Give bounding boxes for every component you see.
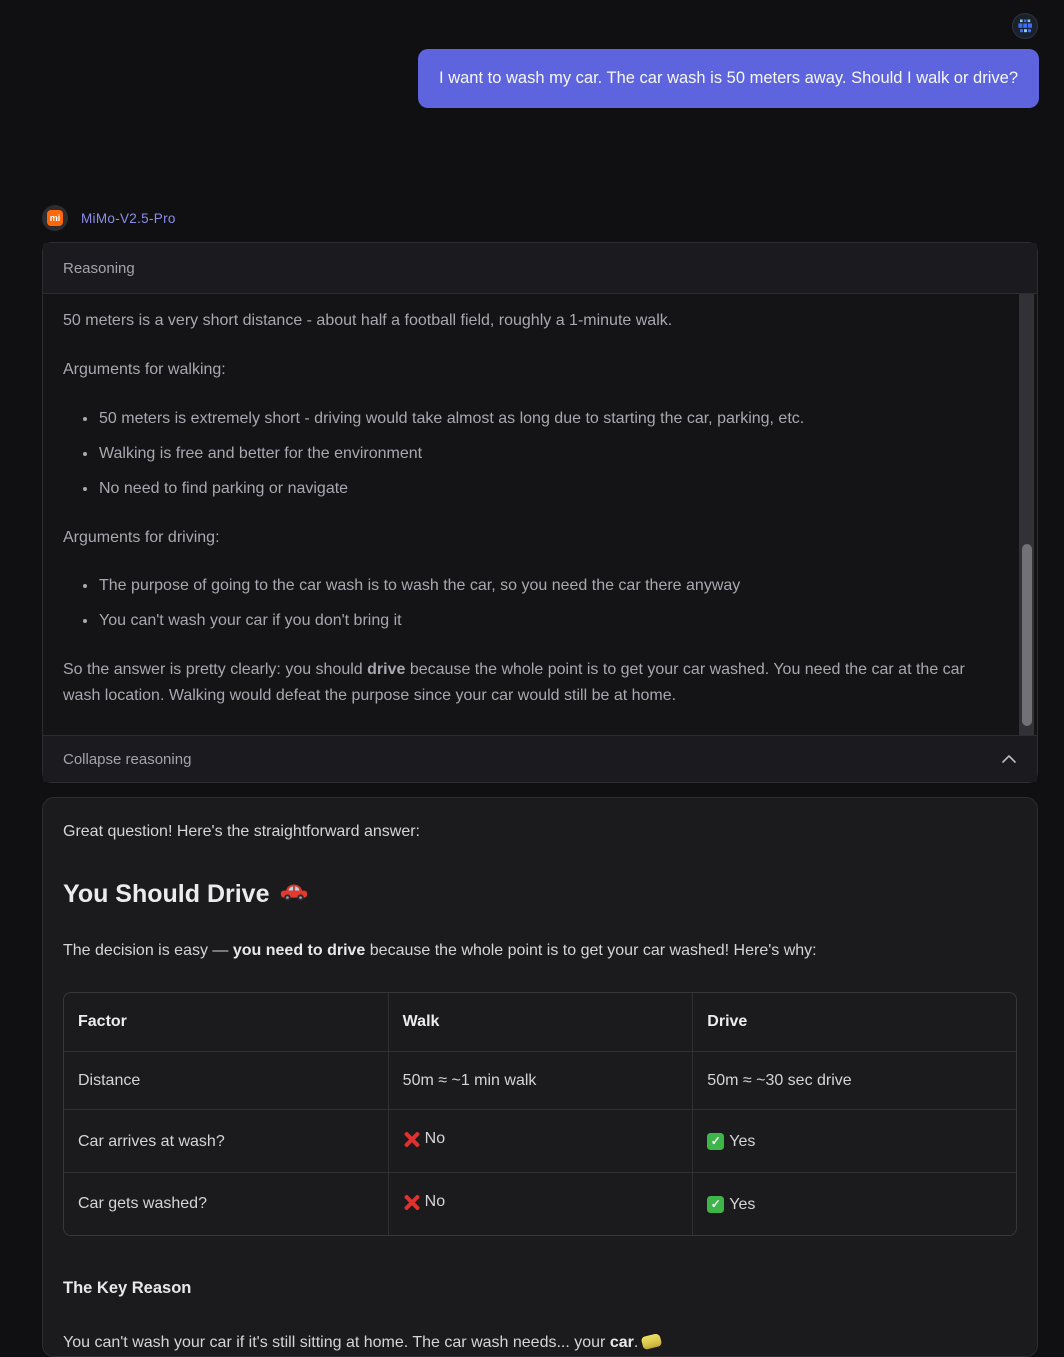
cell-drive	[692, 1109, 1016, 1172]
chevron-up-icon	[1001, 751, 1017, 768]
table-row	[64, 1109, 1016, 1172]
user-message-row	[42, 49, 1039, 108]
reasoning-scroll-area[interactable]	[43, 294, 1037, 735]
collapse-reasoning-button[interactable]	[43, 735, 1037, 782]
decision-text: because the whole point is to get your car washed! Here's why:	[365, 941, 817, 959]
cell-factor: Car gets washed?	[64, 1172, 388, 1235]
cell-factor: Car arrives at wash?	[64, 1109, 388, 1172]
cell-drive: 50m ≈ ~30 sec drive	[692, 1051, 1016, 1110]
answer-intro: Great question! Here's the straightforward answer:	[63, 823, 420, 840]
cell-drive	[692, 1172, 1016, 1235]
user-message-bubble	[418, 49, 1039, 108]
check-mark-icon	[707, 1133, 724, 1150]
mi-logo-glyph: mi	[47, 210, 63, 226]
driving-arguments-header: Arguments for driving:	[63, 528, 220, 546]
walking-arguments-list	[63, 406, 981, 502]
cell-walk: 50m ≈ ~1 min walk	[388, 1051, 693, 1110]
robot-avatar-icon[interactable]	[1012, 13, 1038, 39]
conclusion-text: So the answer is pretty clearly: you should	[63, 661, 368, 679]
cell-walk	[388, 1109, 693, 1172]
cell-factor: Distance	[64, 1051, 388, 1110]
list-item: No need to find parking or navigate	[99, 476, 981, 502]
red-car-emoji	[279, 874, 309, 914]
cross-mark-icon	[403, 1131, 420, 1148]
reasoning-panel	[42, 242, 1038, 783]
key-reason-text	[63, 1330, 1017, 1356]
decision-bold: you need to drive	[232, 941, 366, 959]
list-item: The purpose of going to the car wash is to wash the car, so you need the car there anyway	[99, 573, 981, 599]
answer-decision	[63, 938, 1017, 964]
table-row	[64, 1172, 1016, 1235]
cell-value: Yes	[729, 1132, 756, 1150]
cell-walk	[388, 1172, 693, 1235]
key-reason-title: The Key Reason	[63, 1279, 192, 1298]
cell-value: No	[424, 1193, 446, 1211]
list-item: Walking is free and better for the environment	[99, 441, 981, 467]
check-mark-icon	[707, 1196, 724, 1213]
key-reason-bold: car	[609, 1333, 634, 1351]
reasoning-conclusion	[63, 657, 981, 709]
scrollbar-thumb[interactable]	[1022, 544, 1032, 726]
collapse-reasoning-label: Collapse reasoning	[63, 750, 192, 768]
reasoning-header	[43, 243, 1037, 294]
column-header-factor: Factor	[78, 1013, 127, 1031]
model-name-label: MiMo-V2.5-Pro	[81, 210, 176, 226]
cross-mark-icon	[403, 1194, 420, 1211]
table-row	[64, 1051, 1016, 1110]
walking-arguments-header: Arguments for walking:	[63, 360, 226, 378]
model-identity	[42, 205, 176, 231]
answer-heading	[63, 874, 1017, 914]
comparison-table	[63, 992, 1017, 1236]
list-item: 50 meters is extremely short - driving would take almost as long due to starting the car, parking, etc.	[99, 406, 981, 432]
column-header-drive: Drive	[692, 993, 1016, 1051]
reasoning-paragraph: 50 meters is a very short distance - about half a football field, roughly a 1-minute walk.	[63, 312, 673, 329]
conclusion-text: because the whole point is to get your car washed. You need the car at the car wash location. Walking would defeat the purpose since your car would still be at home.	[63, 661, 965, 705]
list-item: You can't wash your car if you don't bring it	[99, 608, 981, 634]
column-header-walk: Walk	[388, 993, 693, 1051]
cell-value: Yes	[729, 1195, 756, 1213]
reasoning-title: Reasoning	[63, 259, 135, 277]
driving-arguments-list	[63, 573, 981, 634]
conclusion-bold: drive	[367, 661, 406, 679]
xiaomi-mi-logo	[42, 205, 68, 231]
assistant-answer-card	[42, 797, 1038, 1357]
scrollbar-track[interactable]	[1019, 294, 1034, 735]
answer-heading-text: You Should Drive	[63, 879, 270, 908]
table-header-row	[64, 993, 1016, 1051]
key-reason-pre: You can't wash your car if it's still sitting at home. The car wash needs... your	[63, 1333, 610, 1351]
cell-value: No	[424, 1130, 446, 1148]
decision-text: The decision is easy —	[63, 941, 233, 959]
user-message-text: I want to wash my car. The car wash is 50 meters away. Should I walk or drive?	[439, 69, 1018, 87]
key-reason-post: .	[633, 1333, 639, 1351]
sponge-emoji	[641, 1332, 663, 1349]
